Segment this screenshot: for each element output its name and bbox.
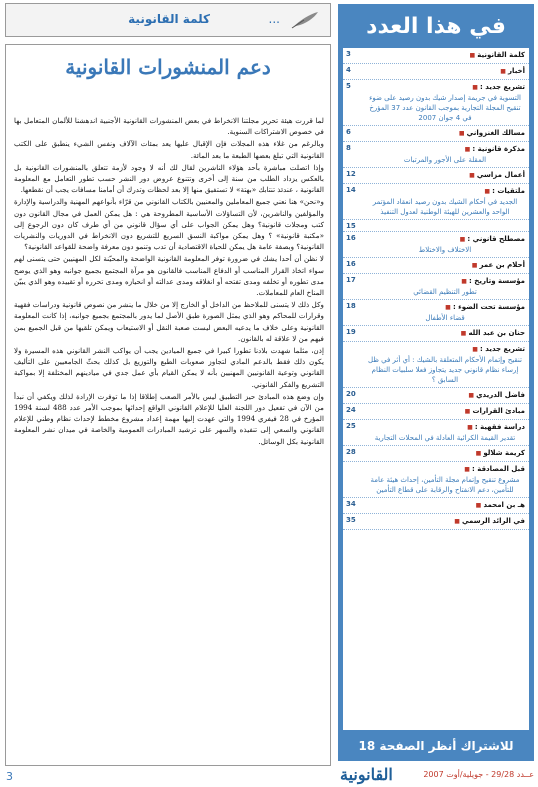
toc-item[interactable] (343, 184, 529, 220)
header-label: كلمة القانونية (128, 12, 210, 26)
toc-section: مصطلح قانوني : ■ (365, 234, 525, 245)
toc-subtitle: المقلة على الأجور والمرتبات (403, 156, 487, 164)
toc-page-number: 8 (346, 144, 351, 152)
toc-section: كريمة شلالو ■ (365, 448, 525, 459)
paragraph: وبالرغم من غلاء هذه المجلات فإن الإقبال عليها يعد بمئات الآلاف ونفس الشيء ينطبق على الكتب القانونية التي تبلغ بعضها الطبعة ما بعد المائة. (14, 139, 324, 160)
toc-section: أخبار ■ (365, 66, 525, 77)
paragraph: وإذا اتصلت مباشرة بأحد هؤلاء الناشرين لقال لك أنه لا وجود لأزمة تتعلق بالمنشورات القانونية بل بالعكس يزداد الطلب من سنة إلى أخرى وتتنوع عروض دور النشر حسب تطور التعامل مع المعلومة القانونية ، عندئذ تنتابك «بهتة» لا تستفيق منها إلا بعد لحظات وتدرك أن أمامنا مسافات يجب أن نقطعها. (14, 162, 324, 195)
toc-page-number: 35 (346, 516, 356, 524)
toc-section: مبادئ القرارات ■ (365, 406, 525, 417)
footer (340, 765, 534, 783)
toc-item[interactable] (343, 446, 529, 462)
toc-subtitle: الجديد في أحكام الشيك بدون رصيد انعقاد المؤتمر الواحد والعشرين للهيئة الوطنية لعدول التنفيذ (372, 198, 518, 216)
issue-info: عــدد 29/28 - جويلية/أوت 2007 (423, 769, 534, 779)
toc-section: فاضل الدريدي ■ (365, 390, 525, 401)
toc-item[interactable] (343, 388, 529, 404)
contents-list (343, 48, 529, 730)
toc-page-number: 16 (346, 234, 356, 242)
toc-item[interactable] (343, 404, 529, 420)
toc-subtitle: تقدير القيمة الكرائية العادلة في المحلات التجارية (374, 434, 516, 442)
toc-section: هـ بن امحمد ■ (365, 500, 525, 511)
paragraph: و«نحن» هنا نعني جميع المعاملين والمعنيين بالكتاب القانوني من قرّاء بأنواعهم المهنية والدراسية والإدارة والمؤلفين والناشرين، لأن التساؤلات الأساسية المطروحة هي : هل يمكن العمل في مجال القانون دون كتب ومجلات قانونية؟ وهل يمكن الجواب على أي سؤال قانوني من أي طرف كان دون الرجوع إلى «مكتبة قانونية» ؟ وهل يمكن مواكبة النسق السريع للتشريع دون الانخراط في الدوريات والنشريات القانونية؟ وبصفة عامة هل يمكن للحياة الاقتصادية أن تدب وتنمو دون معرفة واضحة للقواعد القانونية؟ (14, 197, 324, 252)
toc-page-number: 17 (346, 276, 356, 284)
toc-subtitle: التسوية في جريمة إصدار شيك بدون رصيد على ضوء تنقيح المجلة التجارية بموجب القانون عدد 37 المؤرخ في 4 جوان 2007 (369, 94, 521, 122)
magazine-logo: القانونية (340, 764, 393, 784)
page-number: 3 (6, 770, 13, 783)
toc-page-number: 4 (346, 66, 351, 74)
toc-section: أحلام بن عمر ■ (365, 260, 525, 271)
toc-item[interactable] (343, 274, 529, 300)
toc-section: دراسة فقهية : ■ (365, 422, 525, 433)
subscribe-note: للاشتراك أنظر الصفحة 18 (358, 739, 514, 753)
toc-section: مؤسسة وتاريخ : ■ (365, 276, 525, 287)
toc-page-number: 14 (346, 186, 356, 194)
toc-page-number: 12 (346, 170, 356, 178)
toc-item[interactable] (343, 420, 529, 446)
header-bar (5, 3, 331, 37)
article-body (14, 115, 324, 448)
toc-item[interactable] (343, 498, 529, 514)
toc-subtitle: مشروع تنقيح وإتمام مجلة التأمين، إحداث هيئة عامة للتأمين، دعم الانفتاح والرقابة على قطاع التأمين (370, 476, 520, 494)
toc-item[interactable] (343, 232, 529, 258)
toc-item[interactable] (343, 48, 529, 64)
toc-subtitle: تطور التنظيم القضائي (413, 288, 477, 296)
toc-section: قبل المصادقة : ■ (365, 464, 525, 475)
toc-item[interactable] (343, 326, 529, 342)
paragraph: لا نظن أن أحدا يشك في ضرورة توفر المعلومة القانونية الواضحة والمحيّنة لكل المهنيين حتى يتسنى لهم سواء اتخاذ القرار المناسب أو الدفاع المناسب فالقانون هو مرآة المجتمع بجميع جوانبه وهو الذي يوضح مدى تطوره أو تخلفه ومدى تفتحه أو انغلاقه ومدى عدالته أو انحيازه ومدى تحرره أو تقييده وهو الذي يبيّن المناخ العام للمعاملات. (14, 254, 324, 298)
header-dots: ... (268, 12, 280, 26)
toc-page-number: 28 (346, 448, 356, 456)
toc-page-number: 24 (346, 406, 356, 414)
paragraph: لما قررت هيئة تحرير مجلتنا الانخراط في بعض المنشورات القانونية الأجنبية اندهشنا للألمان المتعامل بها في خصوص الاشتراكات السنوية. (14, 116, 324, 137)
toc-item[interactable] (343, 64, 529, 80)
toc-subtitle: تنقيح وإتمام الأحكام المتعلقة بالشيك : أي أثر في ظل إرساء نظام قانوني جديد يتجاوز فعلا سلبيات النظام السابق ؟ (368, 356, 522, 384)
toc-page-number: 18 (346, 302, 356, 310)
toc-section: في الرائد الرسمي ■ (365, 516, 525, 527)
toc-section: مسالك الغنزواني ■ (365, 128, 525, 139)
toc-section: تشريع جديد : ■ (365, 82, 525, 93)
toc-page-number: 25 (346, 422, 356, 430)
toc-page-number: 20 (346, 390, 356, 398)
toc-section: مذكرة قانونية : ■ (365, 144, 525, 155)
toc-section: ملتقيات : ■ (365, 186, 525, 197)
toc-item[interactable] (343, 514, 529, 530)
toc-section: حنان بن عبد الله ■ (365, 328, 525, 339)
toc-section: كلمة القانونية ■ (365, 50, 525, 61)
toc-page-number: 5 (346, 82, 351, 90)
quill-icon (290, 10, 320, 30)
toc-item[interactable] (343, 168, 529, 184)
toc-page-number: 6 (346, 128, 351, 136)
toc-section: مؤسسة تحت الضوء : ■ (365, 302, 525, 313)
toc-item[interactable] (343, 126, 529, 142)
toc-page-number: 19 (346, 328, 356, 336)
sidebar-title: في هذا العدد (366, 13, 506, 39)
paragraph: وإن وضع هذه المبادئ حيز التطبيق ليس بالأمر الصعب إطلاقا إذا ما توفرت الإرادة لذلك ويكفي أن نبدأ من الآن في تفعيل دور اللجنة العليا للإعلام القانوني الواقع إحداثها بموجب الأمر عدد 488 لسنة 1994 المؤرخ في 28 فيفري 1994 والتي عهدت إليها مهمة إعداد مشروع مخطط لإحداث نظام وطني للإعلام القانوني والسعي إلى تنفيذه والسهر على ترشيد المبادرات العمومية والخاصة في ميدان نشر المعلومة القانونية بكل الوسائل. (14, 391, 324, 446)
toc-page-number: 34 (346, 500, 356, 508)
toc-item[interactable] (343, 342, 529, 388)
toc-item[interactable] (343, 300, 529, 326)
toc-section: أعمال مزاسي ■ (365, 170, 525, 181)
editorial-article (5, 44, 331, 766)
toc-subtitle: الاختلاف والاختلاط (418, 246, 472, 254)
toc-item[interactable] (343, 142, 529, 168)
toc-item[interactable] (343, 220, 529, 232)
toc-page-number: 15 (346, 222, 356, 230)
toc-item[interactable] (343, 80, 529, 126)
paragraph: وكل ذلك لا يتسنى للملاحظ من الداخل أو الخارج إلا من خلال ما ينشر من نصوص قانونية ودراسات فقهية وقرارات للمحاكم وهو الذي يمثل الصورة طبق الأصل لما يدور بالمجتمع بجميع جوانبه، إذا كانت المعلومة القانونية وعلى خلاف ما يدعيه البعض ليست صعبة النقل أو الاستيعاب ويمكن تلقيها من قبل الجميع بمن فيهم من لا علاقة له بالقانون. (14, 300, 324, 343)
toc-page-number: 16 (346, 260, 356, 268)
article-title: دعم المنشورات القانونية (65, 55, 271, 79)
toc-page-number: 3 (346, 50, 351, 58)
paragraph: إذن، مثلما شهدت بلادنا تطورا كبيرا في جميع الميادين يجب أن يواكب النشر القانوني هذه المسيرة ولا يكون ذلك فقط بالدعم المادي لتجاوز صعوبات الطبع والتوزيع بل كذلك بحثّ الجامعيين على التأليف القانوني وتوعية القانونيين المهنيين بأنه لا يمكن القيام بأي عمل جدي في ميادينهم المختلفة إلا بمواكبة التشريع والفكر القانوني. (14, 346, 324, 389)
toc-item[interactable] (343, 462, 529, 498)
toc-subtitle: قضاء الأطفال (425, 314, 465, 322)
toc-section: تشريع جديد : ■ (365, 344, 525, 355)
contents-sidebar (338, 4, 534, 761)
toc-item[interactable] (343, 258, 529, 274)
